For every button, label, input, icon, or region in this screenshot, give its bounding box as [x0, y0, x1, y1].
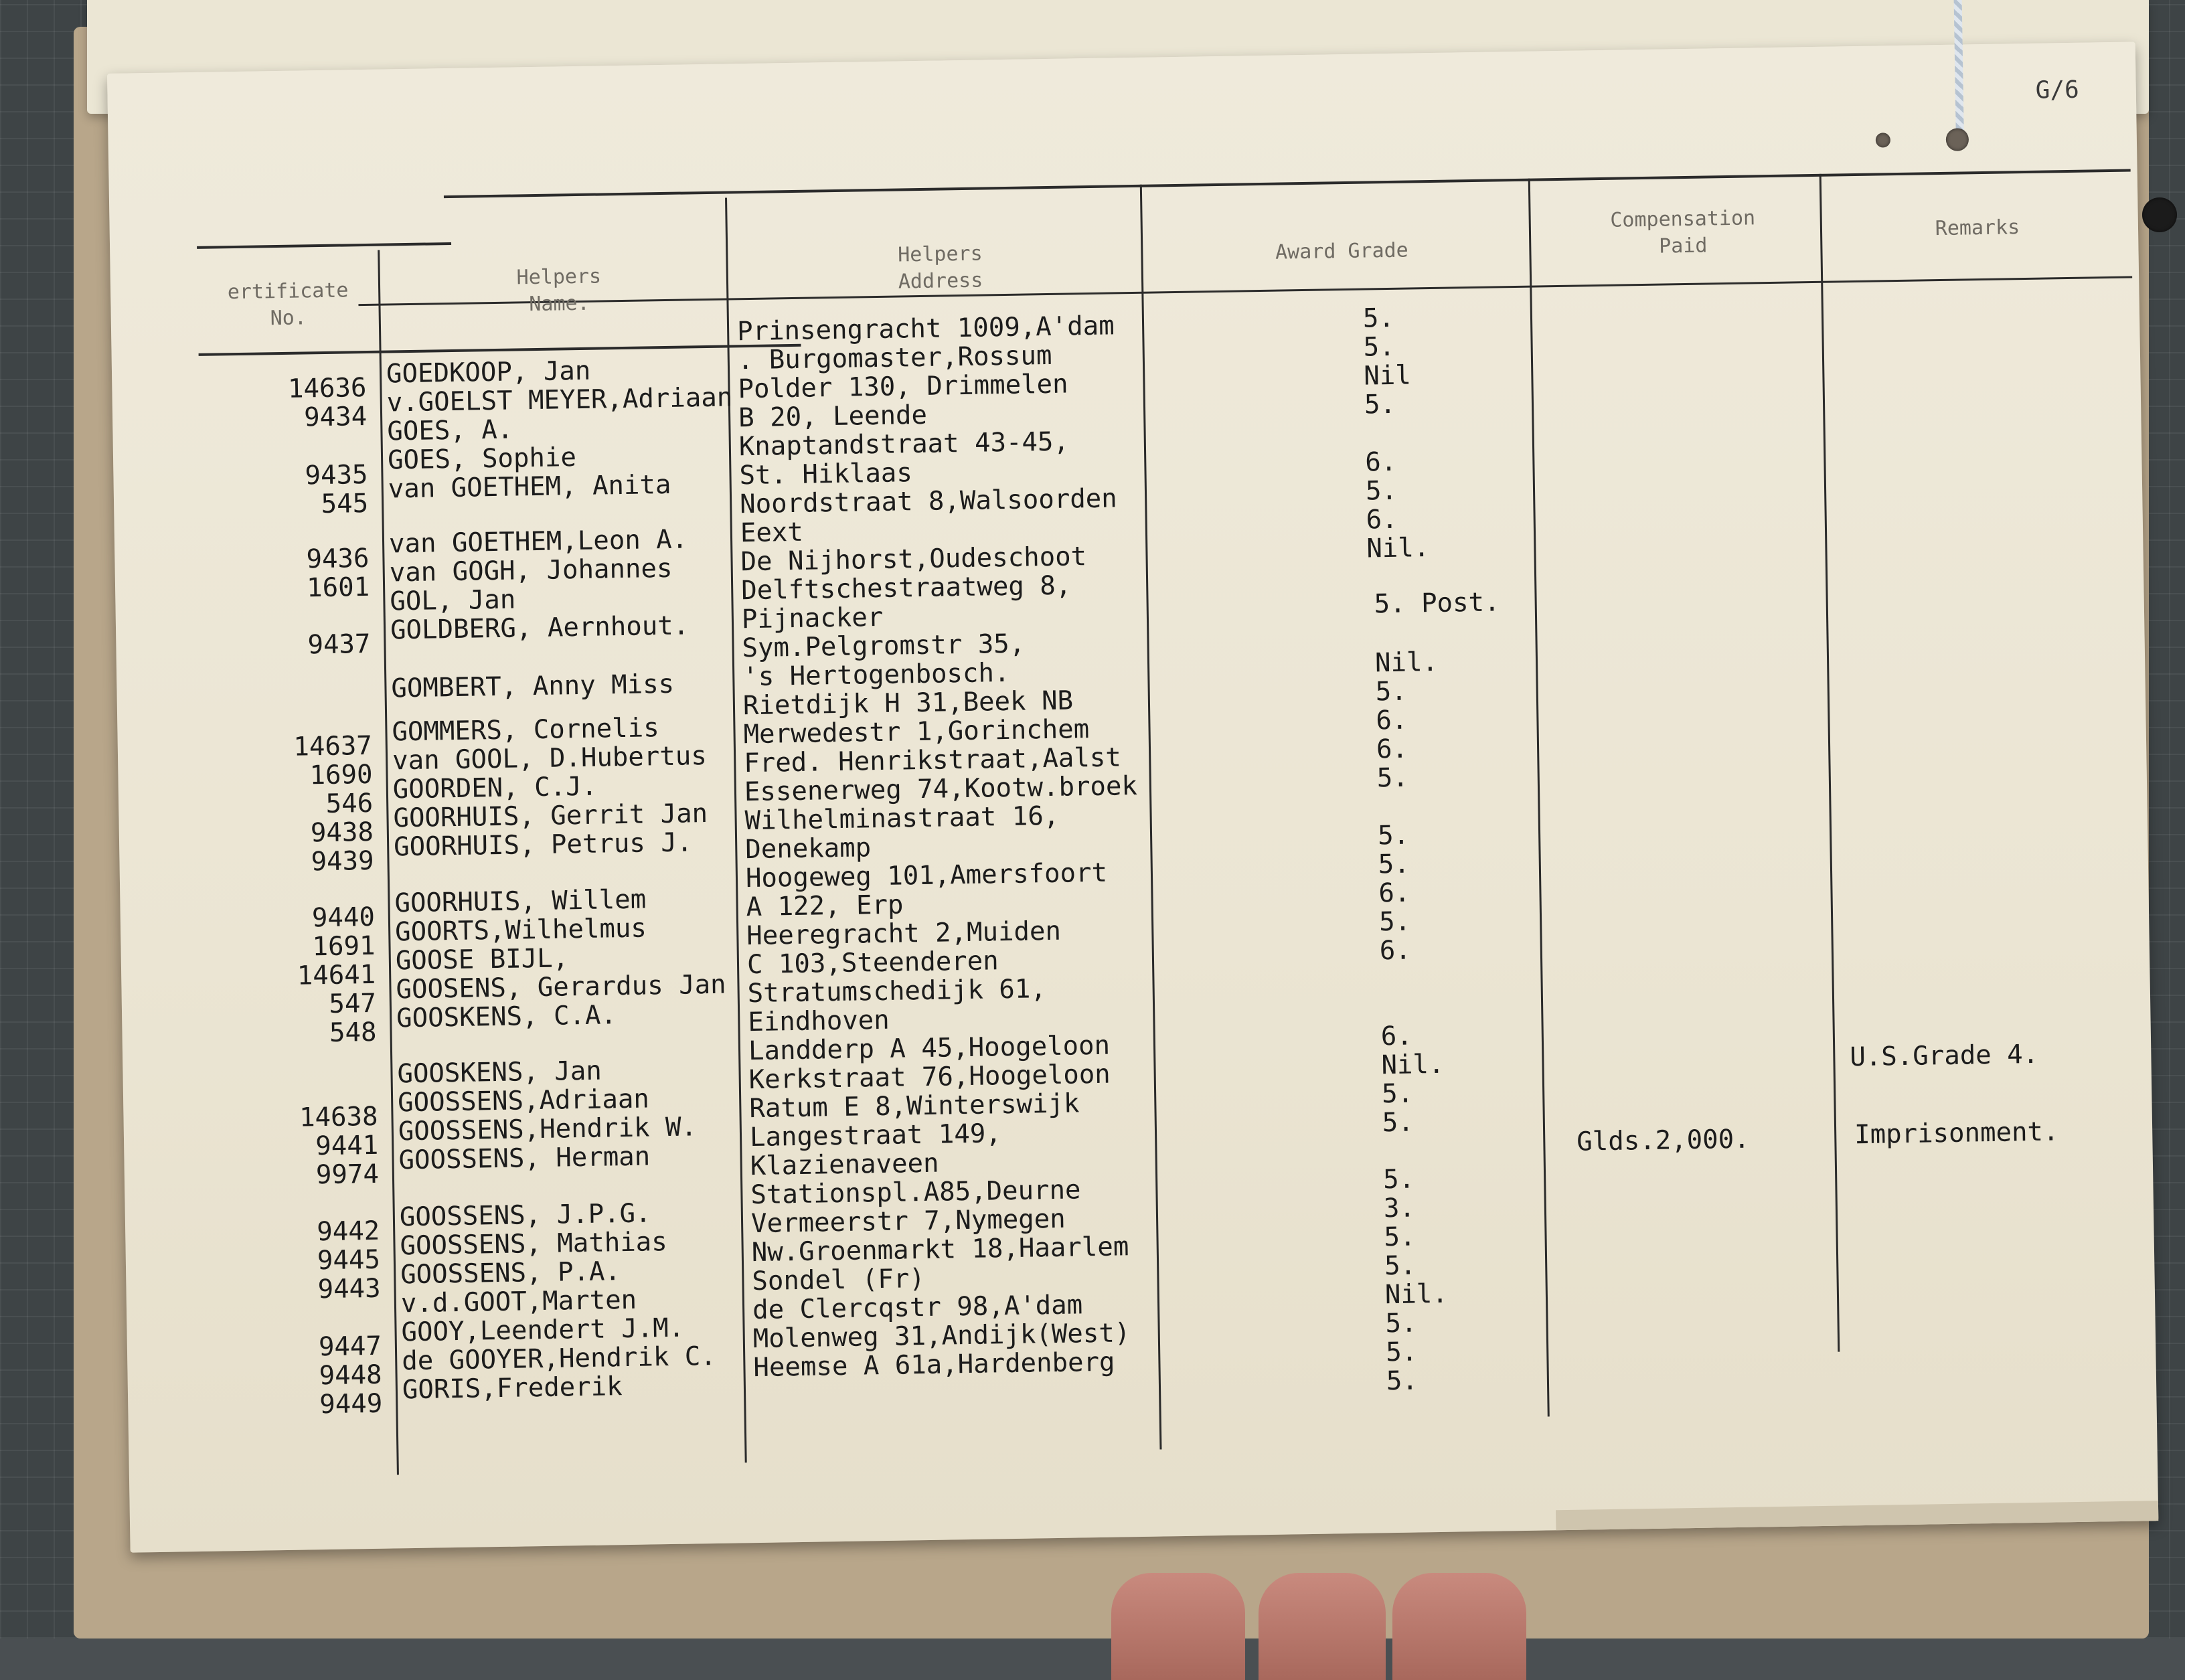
- helper-address: Langestraat 149,: [749, 1118, 1002, 1153]
- award-grade: 6.: [1380, 1021, 1413, 1052]
- award-grade: 3.: [1383, 1193, 1416, 1224]
- award-grade: 6.: [1376, 705, 1408, 736]
- helper-address: St. Hiklaas: [739, 458, 913, 491]
- helper-address: De Nijhorst,Oudeschoot: [740, 541, 1087, 578]
- cert-number: 9447: [318, 1331, 382, 1363]
- helper-address: B 20, Leende: [738, 400, 928, 434]
- cert-number: 14641: [297, 959, 376, 991]
- award-grade: 5.: [1375, 676, 1408, 707]
- award-grade: 5.: [1362, 303, 1395, 334]
- helper-name: GOLDBERG, Aernhout.: [390, 610, 690, 646]
- helper-name: GOORDEN, C.J.: [392, 771, 598, 805]
- award-grade: 6.: [1366, 504, 1398, 535]
- helper-address: Stratumschedijk 61,: [747, 974, 1047, 1009]
- helper-address: Klazienaveen: [750, 1148, 939, 1182]
- cert-number: 9449: [319, 1388, 383, 1420]
- award-grade: 6.: [1378, 877, 1410, 909]
- helper-name: GOOSENS, Gerardus Jan: [396, 969, 726, 1005]
- helper-name: van GOOL, D.Hubertus: [392, 741, 708, 776]
- award-grade: 5.: [1382, 1107, 1414, 1139]
- helper-address: Vermeerstr 7,Nymegen: [750, 1203, 1066, 1240]
- helper-address: Molenweg 31,Andijk(West): [752, 1318, 1131, 1355]
- helper-name: GOORHUIS, Petrus J.: [393, 827, 693, 863]
- helper-name: GOOSSENS, P.A.: [400, 1256, 621, 1290]
- helper-address: Delftschestraatweg 8,: [740, 570, 1072, 606]
- helper-name: GOES, A.: [387, 414, 513, 447]
- helper-name: GOMMERS, Cornelis: [392, 713, 659, 748]
- cert-number: 9974: [315, 1159, 380, 1191]
- award-grade: 5.: [1364, 389, 1396, 420]
- helper-name: GORIS,Frederik: [402, 1371, 623, 1406]
- helper-address: Landderp A 45,Hoogeloon: [748, 1030, 1111, 1067]
- cert-number: 9437: [307, 628, 371, 661]
- helper-name: GOOSKENS, Jan: [397, 1056, 602, 1090]
- cert-number: 9448: [319, 1359, 382, 1392]
- helper-name: GOOSSENS, J.P.G.: [399, 1198, 651, 1233]
- helper-name: GOOSSENS,Adriaan: [397, 1084, 650, 1118]
- helper-name: GOOSSENS, Herman: [398, 1141, 651, 1176]
- award-grade: 6.: [1376, 734, 1408, 765]
- helper-address: Sym.Pelgromstr 35,: [742, 628, 1026, 664]
- award-grade: 5.: [1378, 849, 1410, 880]
- cert-number: 9441: [315, 1130, 379, 1162]
- helper-address: Heeregracht 2,Muiden: [746, 916, 1062, 952]
- header-award-grade: Award Grade: [1275, 238, 1409, 264]
- helper-name: GOMBERT, Anny Miss: [391, 669, 675, 704]
- helper-address: C 103,Steenderen: [746, 946, 999, 981]
- award-grade: 5.: [1386, 1365, 1419, 1397]
- header-compensation-paid: Compensation Paid: [1610, 206, 1756, 258]
- award-grade: 5.: [1384, 1250, 1417, 1282]
- helper-address: Stationspl.A85,Deurne: [750, 1175, 1081, 1211]
- helper-address: Prinsengracht 1009,A'dam: [736, 311, 1115, 347]
- helper-address: Eext: [740, 517, 804, 549]
- top-rule-left: [197, 242, 451, 249]
- helper-address: Pijnacker: [741, 602, 884, 635]
- helper-name: GOORHUIS, Willem: [394, 884, 647, 919]
- award-grade: 6.: [1365, 446, 1397, 478]
- cert-number: 1691: [312, 930, 376, 962]
- finger: [1259, 1573, 1386, 1680]
- header-remarks: Remarks: [1935, 216, 2020, 241]
- punch-hole-small: [1876, 133, 1890, 147]
- award-grade: 5.: [1377, 820, 1410, 851]
- binder-hole: [2142, 197, 2177, 232]
- helper-name: GOOSKENS, C.A.: [396, 1000, 617, 1034]
- helper-name: GOOSE BIJL,: [395, 943, 569, 977]
- ledger-page: [107, 41, 2158, 1552]
- helper-address: Merwedestr 1,Gorinchem: [743, 714, 1090, 750]
- cert-number: 9440: [311, 902, 376, 934]
- award-grade: Nil: [1363, 360, 1412, 392]
- column-divider-award-compensation: [1528, 179, 1550, 1417]
- helper-address: Polder 130, Drimmelen: [738, 369, 1068, 405]
- award-grade: Nil.: [1381, 1049, 1445, 1081]
- cert-number: 9436: [306, 543, 370, 575]
- cert-number: 14637: [293, 730, 373, 762]
- helper-address: . Burgomaster,Rossum: [737, 340, 1052, 376]
- row-start-rule: [199, 344, 801, 356]
- award-grade: 5.: [1376, 762, 1409, 794]
- helper-name: GOORHUIS, Gerrit Jan: [393, 799, 708, 834]
- helper-address: Wilhelminastraat 16,: [744, 801, 1060, 837]
- finger: [1392, 1573, 1526, 1680]
- cert-number: 9445: [317, 1244, 381, 1276]
- award-grade: Nil.: [1384, 1278, 1449, 1311]
- helper-name: v.GOELST MEYER,Adriaan: [386, 382, 733, 418]
- helper-name: GOOY,Leendert J.M.: [401, 1313, 685, 1348]
- cert-number: 14636: [287, 372, 367, 404]
- award-grade: 5.: [1363, 331, 1395, 363]
- cert-number: 1690: [309, 759, 373, 791]
- column-divider-address-award: [1140, 185, 1162, 1450]
- helper-address: Sondel (Fr): [752, 1264, 926, 1297]
- award-grade: 5.: [1385, 1337, 1418, 1368]
- helper-address: Eindhoven: [748, 1005, 890, 1038]
- cert-number: 547: [329, 988, 377, 1019]
- helper-name: GOES, Sophie: [387, 442, 577, 476]
- punch-hole: [1946, 128, 1969, 151]
- finger: [1111, 1573, 1245, 1680]
- remark: U.S.Grade 4.: [1850, 1039, 2039, 1073]
- award-grade: 5.: [1378, 906, 1411, 938]
- cert-number: 9439: [311, 845, 374, 877]
- helper-name: van GOGH, Johannes: [389, 553, 673, 588]
- award-grade: 5.: [1382, 1164, 1415, 1195]
- helper-address: Hoogeweg 101,Amersfoort: [745, 857, 1108, 894]
- helper-address: Rietdijk H 31,Beek NB: [742, 685, 1074, 722]
- award-grade: Nil.: [1374, 647, 1439, 679]
- award-grade: 5.: [1365, 475, 1398, 507]
- award-grade: 5. Post.: [1374, 587, 1500, 620]
- cert-number: 9434: [303, 401, 368, 433]
- cert-number: 14638: [299, 1101, 378, 1133]
- helper-name: GOOSSENS,Hendrik W.: [398, 1112, 698, 1147]
- helper-address: Nw.Groenmarkt 18,Haarlem: [751, 1232, 1129, 1268]
- cert-number: 9438: [310, 817, 374, 849]
- helper-address: Heemse A 61a,Hardenberg: [753, 1347, 1115, 1383]
- cert-number: 9443: [317, 1273, 381, 1305]
- remark: Imprisonment.: [1854, 1116, 2059, 1151]
- helper-address: Ratum E 8,Winterswijk: [749, 1088, 1080, 1124]
- helper-address: Essenerweg 74,Kootw.broek: [744, 770, 1138, 808]
- award-grade: Nil.: [1366, 533, 1430, 564]
- helper-address: de Clercqstr 98,A'dam: [752, 1290, 1083, 1326]
- helper-name: van GOETHEM,Leon A.: [388, 524, 688, 560]
- helper-name: v.d.GOOT,Marten: [400, 1284, 637, 1319]
- cert-number: 9442: [316, 1215, 380, 1248]
- helper-address: Noordstraat 8,Walsoorden: [739, 483, 1118, 520]
- header-helpers-address: Helpers Address: [897, 242, 983, 294]
- page-code: G/6: [2035, 76, 2080, 104]
- compensation-paid: Glds.2,000.: [1576, 1124, 1750, 1157]
- cert-number: 9435: [305, 459, 368, 491]
- helper-address: Knaptandstraat 43-45,: [738, 426, 1070, 463]
- header-helpers-name: Helpers Name.: [516, 264, 602, 317]
- helper-address: Fred. Henrikstraat,Aalst: [743, 742, 1122, 779]
- helper-name: GOL, Jan: [390, 584, 516, 617]
- award-grade: 5.: [1381, 1078, 1414, 1110]
- helper-address: A 122, Erp: [746, 890, 904, 923]
- cert-number: 546: [325, 788, 374, 819]
- award-grade: 5.: [1384, 1222, 1416, 1253]
- award-grade: 5.: [1385, 1308, 1417, 1339]
- column-divider-compensation-remarks: [1819, 174, 1840, 1352]
- helper-name: GOOSSENS, Mathias: [400, 1227, 668, 1262]
- award-grade: 6.: [1379, 935, 1412, 967]
- cert-number: 1601: [306, 572, 370, 604]
- helper-address: Kerkstraat 76,Hoogeloon: [748, 1059, 1111, 1096]
- cert-number: 545: [321, 488, 369, 520]
- helper-name: van GOETHEM, Anita: [388, 469, 671, 505]
- header-certificate: ertificate No.: [227, 278, 349, 331]
- helper-name: de GOOYER,Hendrik C.: [401, 1341, 717, 1377]
- cert-number: 548: [329, 1017, 377, 1048]
- helper-name: GOEDKOOP, Jan: [386, 355, 591, 390]
- helper-address: 's Hertogenbosch.: [742, 657, 1010, 693]
- helper-address: Denekamp: [744, 833, 872, 865]
- top-rule: [444, 169, 2131, 199]
- helper-name: GOORTS,Wilhelmus: [394, 913, 647, 948]
